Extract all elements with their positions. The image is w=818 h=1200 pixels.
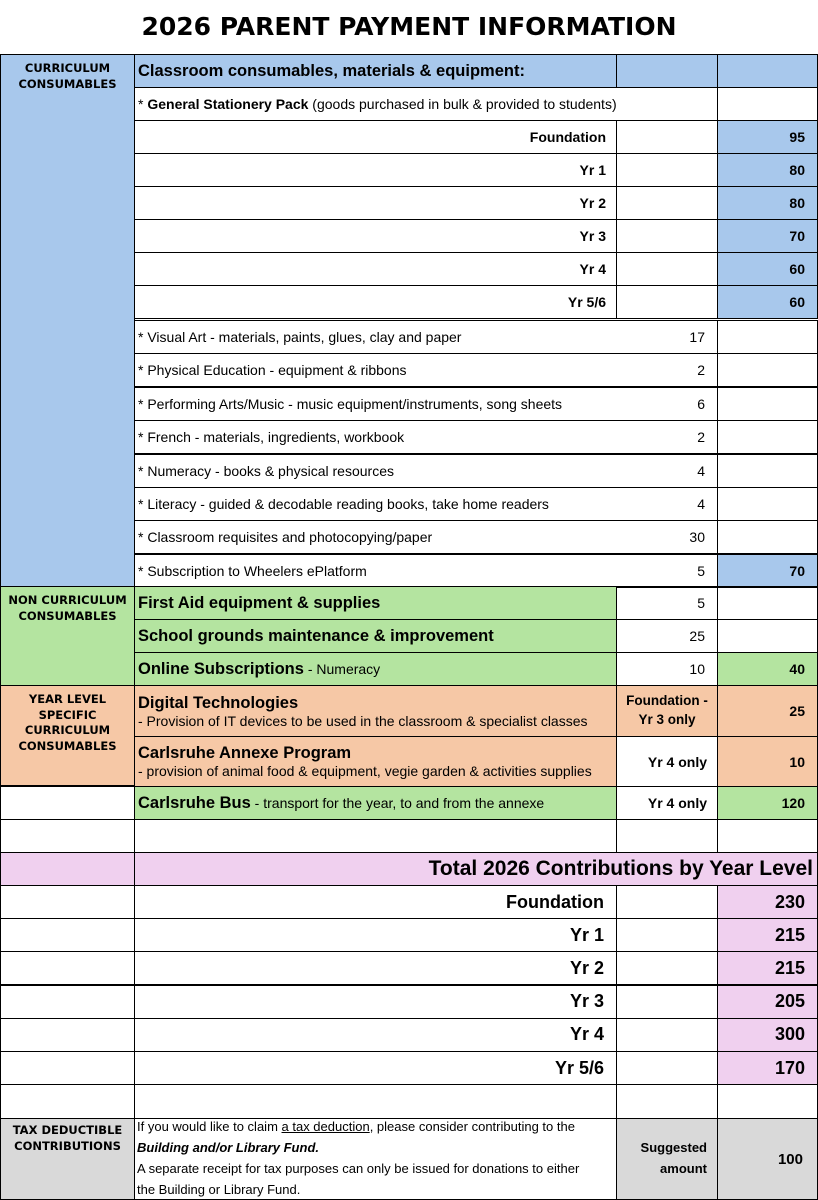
classroom-item-amount: 5 <box>616 554 718 588</box>
stationery-level-label: Yr 3 <box>134 219 617 253</box>
totals-row-total: 230 <box>717 885 818 919</box>
first-aid-total <box>717 586 818 620</box>
totals-row-level: Yr 4 <box>134 1018 617 1052</box>
totals-row-mid <box>616 951 718 985</box>
classroom-item-amount: 6 <box>616 387 718 421</box>
classroom-item-total <box>717 520 818 554</box>
grounds-label: School grounds maintenance & improvement <box>134 619 617 653</box>
totals-row-total: 300 <box>717 1018 818 1052</box>
digital-applies: Foundation - Yr 3 only <box>616 685 718 737</box>
stationery-level-total: 95 <box>717 120 818 154</box>
totals-row-level: Yr 5/6 <box>134 1051 617 1085</box>
classroom-item-total <box>717 353 818 387</box>
stationery-level-amount <box>616 120 718 154</box>
stationery-level-label: Yr 1 <box>134 153 617 187</box>
stationery-total <box>717 87 818 121</box>
totals-row-total: 170 <box>717 1051 818 1085</box>
online-total: 40 <box>717 652 818 686</box>
blank-row2-b <box>134 1084 617 1119</box>
tax-deduction-link: a tax deduction <box>281 1119 370 1135</box>
totals-row-level: Yr 2 <box>134 951 617 985</box>
classroom-item-total <box>717 387 818 421</box>
grounds-total <box>717 619 818 653</box>
stationery-level-label: Yr 5/6 <box>134 285 617 319</box>
classroom-item-total <box>717 454 818 488</box>
totals-row-total: 215 <box>717 951 818 985</box>
annexe-total: 10 <box>717 736 818 787</box>
totals-row-blank <box>0 985 135 1019</box>
classroom-item-total <box>717 320 818 354</box>
category-curriculum: CURRICULUM CONSUMABLES <box>0 54 135 587</box>
bus-total: 120 <box>717 786 818 820</box>
blank-row2-c <box>616 1084 718 1119</box>
totals-heading-left <box>0 852 135 886</box>
stationery-row: * General Stationery Pack (goods purchased in bulk & provided to students) <box>134 87 718 121</box>
classroom-item-amount: 4 <box>616 454 718 488</box>
first-aid-amount: 5 <box>616 586 718 620</box>
classroom-item-label: * French - materials, ingredients, workbook <box>134 420 617 454</box>
classroom-item-total <box>717 487 818 521</box>
classroom-item-label: * Subscription to Wheelers ePlatform <box>134 554 617 588</box>
totals-row-mid <box>616 1051 718 1085</box>
tax-suggested: Suggested amount <box>616 1118 718 1200</box>
category-tax: TAX DEDUCTIBLE CONTRIBUTIONS <box>0 1118 135 1200</box>
digital-total: 25 <box>717 685 818 737</box>
annexe-label: Carlsruhe Annexe Program - provision of animal food & equipment, vegie garden & activities supplies <box>134 736 617 787</box>
totals-row-blank <box>0 885 135 919</box>
stationery-level-amount <box>616 285 718 319</box>
first-aid-label: First Aid equipment & supplies <box>134 586 617 620</box>
totals-row-blank <box>0 1051 135 1085</box>
bus-category-blank <box>0 786 135 820</box>
stationery-level-label: Foundation <box>134 120 617 154</box>
classroom-item-label: * Visual Art - materials, paints, glues, clay and paper <box>134 320 617 354</box>
totals-row-blank <box>0 951 135 985</box>
classroom-heading: Classroom consumables, materials & equipment: <box>134 54 617 88</box>
stationery-level-total: 60 <box>717 285 818 319</box>
classroom-item-label: * Physical Education - equipment & ribbons <box>134 353 617 387</box>
blank-row-b <box>134 819 617 853</box>
classroom-item-amount: 2 <box>616 420 718 454</box>
totals-row-level: Yr 3 <box>134 985 617 1019</box>
classroom-item-label: * Performing Arts/Music - music equipment/instruments, song sheets <box>134 387 617 421</box>
totals-row-level: Foundation <box>134 885 617 919</box>
bus-label: Carlsruhe Bus - transport for the year, to and from the annexe <box>134 786 617 820</box>
stationery-level-amount <box>616 186 718 220</box>
online-amount: 10 <box>616 652 718 686</box>
stationery-level-amount <box>616 252 718 286</box>
page-title: 2026 PARENT PAYMENT INFORMATION <box>141 11 677 41</box>
stationery-level-amount <box>616 219 718 253</box>
blank-row2-a <box>0 1084 135 1119</box>
classroom-item-total <box>717 420 818 454</box>
tax-text: If you would like to claim a tax deduction, please consider contributing to the Building and/or Library Fund. A separate receipt for tax purposes can only be issued for donations to either the Building or Library Fund. <box>134 1118 617 1200</box>
classroom-item-amount: 2 <box>616 353 718 387</box>
category-non-curriculum: NON CURRICULUM CONSUMABLES <box>0 586 135 686</box>
stationery-level-amount <box>616 153 718 187</box>
totals-heading: Total 2026 Contributions by Year Level <box>134 852 818 886</box>
blank-row-a <box>0 819 135 853</box>
classroom-item-amount: 4 <box>616 487 718 521</box>
stationery-level-total: 80 <box>717 186 818 220</box>
online-label: Online Subscriptions - Numeracy <box>134 652 617 686</box>
category-year-level: YEAR LEVEL SPECIFIC CURRICULUM CONSUMABLES <box>0 685 135 786</box>
annexe-applies: Yr 4 only <box>616 736 718 787</box>
blank-row2-d <box>717 1084 818 1119</box>
classroom-item-amount: 17 <box>616 320 718 354</box>
stationery-level-total: 60 <box>717 252 818 286</box>
totals-row-mid <box>616 985 718 1019</box>
classroom-item-label: * Classroom requisites and photocopying/paper <box>134 520 617 554</box>
bus-applies: Yr 4 only <box>616 786 718 820</box>
stationery-level-total: 80 <box>717 153 818 187</box>
totals-row-mid <box>616 885 718 919</box>
stationery-level-label: Yr 4 <box>134 252 617 286</box>
stationery-level-total: 70 <box>717 219 818 253</box>
grounds-amount: 25 <box>616 619 718 653</box>
totals-row-total: 215 <box>717 918 818 952</box>
classroom-heading-total <box>717 54 818 88</box>
stationery-level-label: Yr 2 <box>134 186 617 220</box>
classroom-heading-amount <box>616 54 718 88</box>
totals-row-mid <box>616 918 718 952</box>
classroom-item-total: 70 <box>717 554 818 588</box>
totals-row-blank <box>0 1018 135 1052</box>
totals-row-total: 205 <box>717 985 818 1019</box>
classroom-item-label: * Numeracy - books & physical resources <box>134 454 617 488</box>
tax-amount: 100 <box>717 1118 818 1200</box>
blank-row-c <box>616 819 718 853</box>
totals-row-mid <box>616 1018 718 1052</box>
classroom-item-label: * Literacy - guided & decodable reading books, take home readers <box>134 487 617 521</box>
blank-row-d <box>717 819 818 853</box>
totals-row-blank <box>0 918 135 952</box>
classroom-item-amount: 30 <box>616 520 718 554</box>
totals-row-level: Yr 1 <box>134 918 617 952</box>
digital-label: Digital Technologies - Provision of IT devices to be used in the classroom & specialist classes <box>134 685 617 737</box>
